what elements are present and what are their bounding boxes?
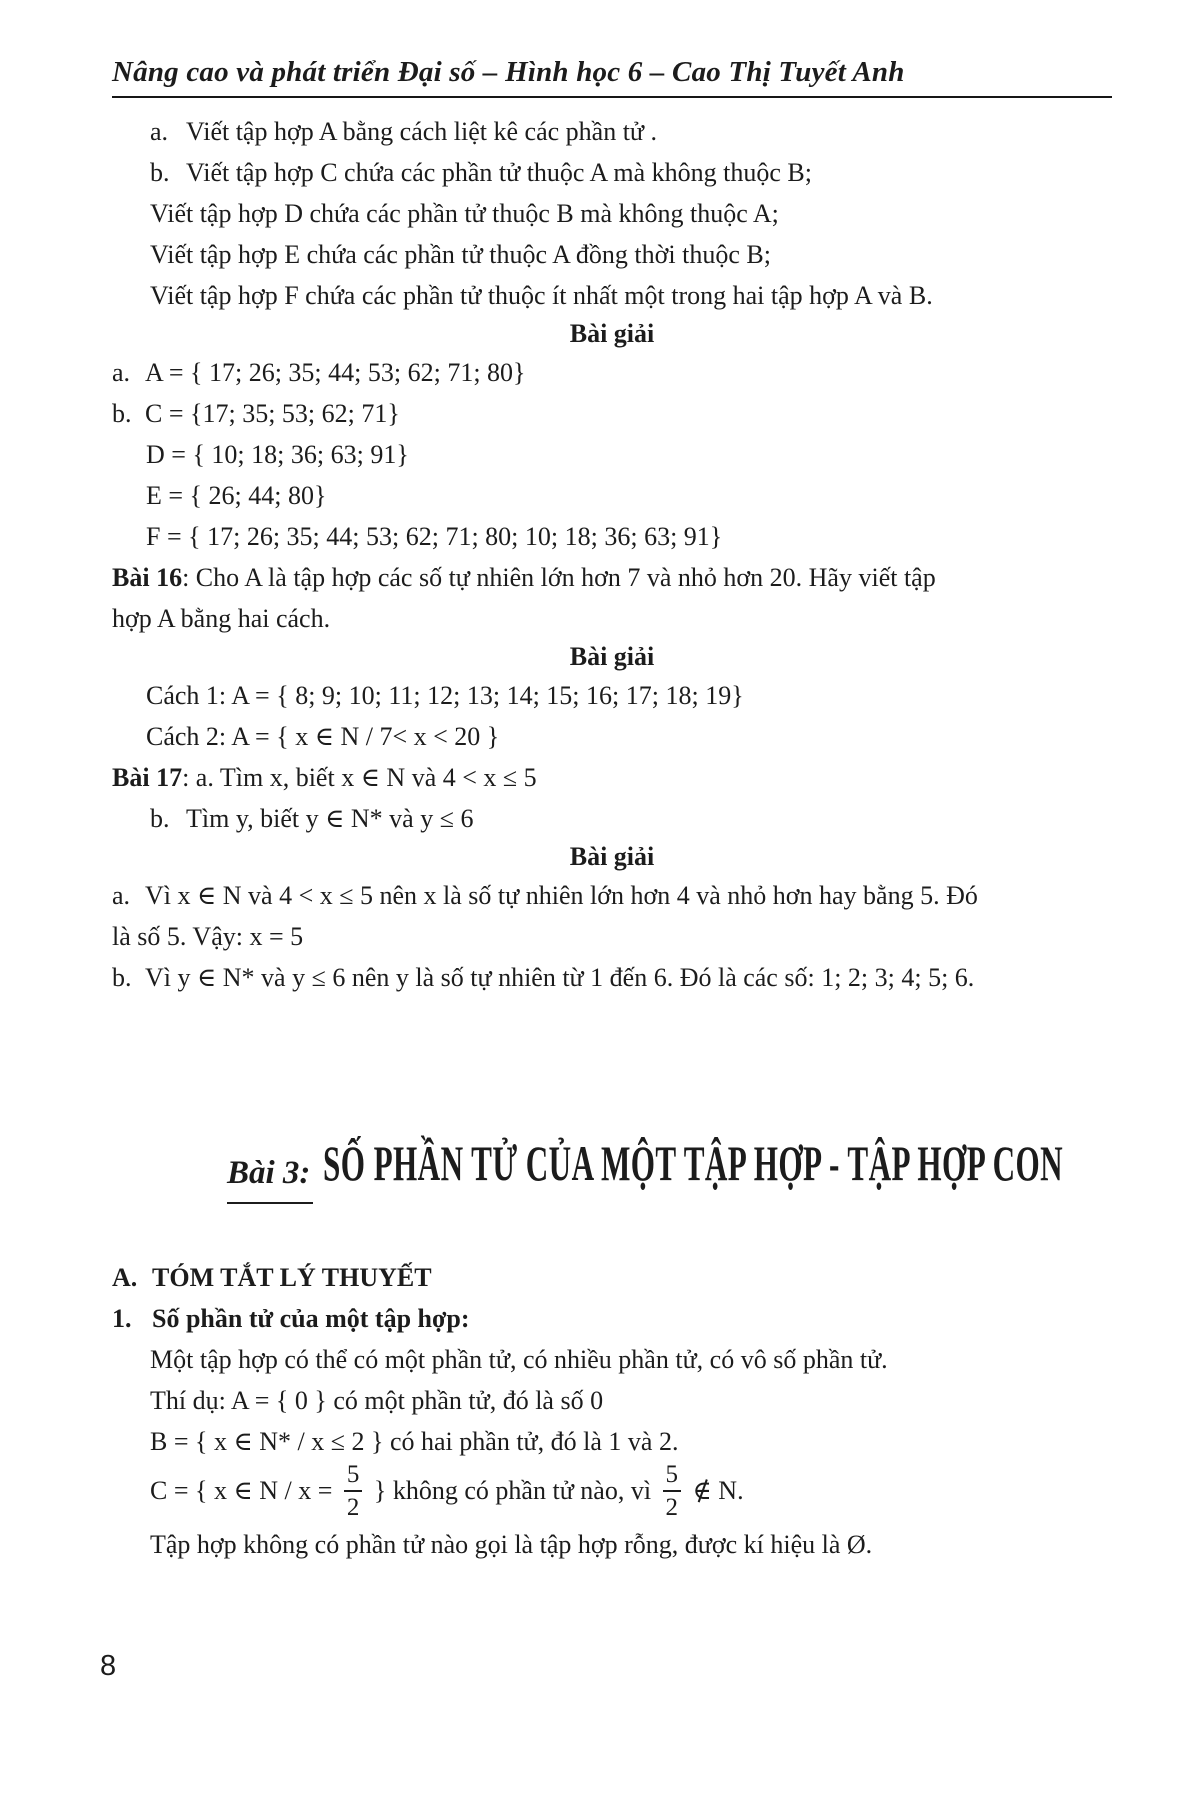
solution-text: Vì y ∈ N* và y ≤ 6 nên y là số tự nhiên từ 1 đến 6. Đó là các số: 1; 2; 3; 4; 5; 6. [145, 963, 975, 992]
set-f-value: F = { 17; 26; 35; 44; 53; 62; 71; 80; 10; 18; 36; 63; 91} [146, 522, 723, 551]
solution-line-b [112, 393, 1112, 434]
fraction-denominator: 2 [665, 1494, 679, 1521]
item-marker: b. [150, 804, 170, 833]
theory-line-2: Thí dụ: A = { 0 } có một phần tử, đó là số 0 [150, 1386, 604, 1415]
fraction-5-2 [344, 1460, 363, 1522]
statement-text: : a. Tìm x, biết x ∈ N và 4 < x ≤ 5 [182, 763, 537, 792]
solution-line-a [112, 352, 1112, 393]
fraction-numerator: 5 [344, 1460, 363, 1492]
problem-17-part-a [112, 757, 1112, 798]
theory-line-fraction [150, 1462, 1112, 1524]
question-item-f: Viết tập hợp F chứa các phần tử thuộc ít nhất một trong hai tập hợp A và B. [150, 281, 933, 310]
lesson-title: SỐ PHẦN TỬ CỦA MỘT TẬP HỢP - TẬP HỢP CON [323, 1137, 1064, 1192]
problem-statement-block [150, 111, 1112, 316]
problem-label: Bài 17 [112, 763, 183, 792]
item-text: Viết tập hợp C chứa các phần tử thuộc A mà không thuộc B; [186, 158, 812, 187]
theory-line-5: Tập hợp không có phần tử nào gọi là tập hợp rỗng, được kí hiệu là Ø. [150, 1530, 873, 1559]
section-a-heading [112, 1257, 1112, 1298]
set-a-value: A = { 17; 26; 35; 44; 53; 62; 71; 80} [145, 358, 526, 387]
fraction-line-post: ∉ N. [686, 1475, 744, 1505]
question-item-d: Viết tập hợp D chứa các phần tử thuộc B mà không thuộc A; [150, 199, 779, 228]
set-e-value: E = { 26; 44; 80} [146, 481, 327, 510]
solution-cach-1: Cách 1: A = { 8; 9; 10; 11; 12; 13; 14; 15; 16; 17; 18; 19} [146, 681, 744, 710]
problem-17-block [112, 757, 1112, 998]
page-number: 8 [100, 1650, 117, 1682]
item-marker: a. [150, 117, 169, 146]
point-marker: 1. [112, 1304, 132, 1333]
section-marker: A. [112, 1263, 138, 1292]
theory-line-1: Một tập hợp có thể có một phần tử, có nhiều phần tử, có vô số phần tử. [150, 1345, 888, 1374]
solution-17-a-line2: là số 5. Vậy: x = 5 [112, 922, 304, 951]
item-marker: b. [112, 399, 132, 428]
item-text: Viết tập hợp A bằng cách liệt kê các phần tử . [186, 117, 658, 146]
question-item-a [150, 111, 1112, 152]
fraction-denominator: 2 [346, 1494, 360, 1521]
theory-line-3: B = { x ∈ N* / x ≤ 2 } có hai phần tử, đó là 1 và 2. [150, 1427, 679, 1456]
lesson-number-label: Bài 3: [227, 1145, 313, 1204]
point-title: Số phần tử của một tập hợp: [152, 1304, 470, 1333]
fraction-5-2 [663, 1460, 682, 1522]
solution-heading: Bài giải [569, 842, 655, 871]
section-title: TÓM TẮT LÝ THUYẾT [152, 1263, 432, 1292]
theory-summary-block [112, 1257, 1112, 1565]
solution-block-15 [112, 352, 1112, 557]
page-content [112, 56, 1112, 1565]
problem-16-statement-line2: hợp A bằng hai cách. [112, 604, 331, 633]
problem-16-block [112, 557, 1112, 757]
solution-17-a-line1 [112, 875, 1112, 916]
solution-heading: Bài giải [569, 642, 655, 671]
point-1-heading [112, 1298, 1112, 1339]
statement-text: Tìm y, biết y ∈ N* và y ≤ 6 [186, 804, 474, 833]
problem-16-statement-line1 [112, 557, 1112, 598]
item-marker: b. [112, 963, 132, 992]
question-item-e: Viết tập hợp E chứa các phần tử thuộc A đồng thời thuộc B; [150, 240, 771, 269]
set-c-value: C = {17; 35; 53; 62; 71} [145, 399, 400, 428]
solution-text: Vì x ∈ N và 4 < x ≤ 5 nên x là số tự nhiên lớn hơn 4 và nhỏ hơn hay bằng 5. Đó [145, 881, 978, 910]
fraction-numerator: 5 [663, 1460, 682, 1492]
set-d-value: D = { 10; 18; 36; 63; 91} [146, 440, 409, 469]
solution-cach-2: Cách 2: A = { x ∈ N / 7< x < 20 } [146, 722, 500, 751]
fraction-line-pre: C = { x ∈ N / x = [150, 1475, 339, 1505]
statement-text: : Cho A là tập hợp các số tự nhiên lớn hơn 7 và nhỏ hơn 20. Hãy viết tập [182, 563, 936, 592]
problem-label: Bài 16 [112, 563, 183, 592]
item-marker: a. [112, 358, 131, 387]
lesson-3-heading [112, 1137, 1112, 1207]
item-marker: a. [112, 881, 131, 910]
fraction-line-mid: } không có phần tử nào, vì [367, 1475, 658, 1505]
running-header: Nâng cao và phát triển Đại số – Hình học 6 – Cao Thị Tuyết Anh [112, 56, 1112, 98]
solution-17-b [112, 957, 1112, 998]
problem-17-part-b [150, 798, 1112, 839]
solution-heading: Bài giải [569, 319, 655, 348]
item-marker: b. [150, 158, 170, 187]
question-item-b [150, 152, 1112, 193]
